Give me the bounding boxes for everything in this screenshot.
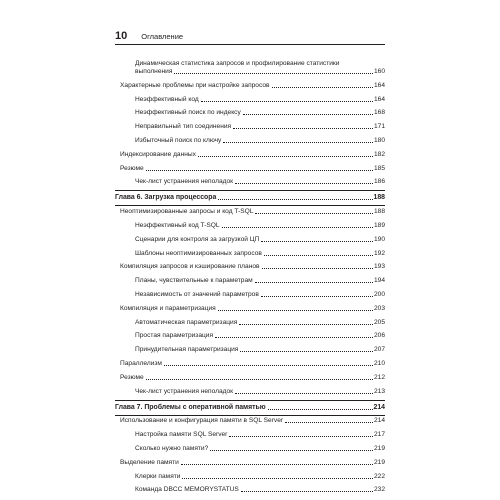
toc-page-number: 171 — [373, 123, 385, 131]
toc-line — [135, 109, 385, 117]
toc-page-number: 189 — [373, 221, 385, 229]
dot-leader — [233, 128, 373, 129]
chapter-rule — [115, 415, 385, 416]
dot-leader — [235, 393, 373, 394]
toc-line — [135, 68, 385, 76]
toc-entry-title: Простая параметризация — [135, 332, 214, 340]
toc-entry — [115, 222, 385, 230]
toc-line — [135, 486, 385, 494]
toc-line — [135, 236, 385, 244]
toc-line — [135, 445, 385, 453]
toc-line — [135, 250, 385, 258]
toc-page-number: 217 — [373, 431, 385, 439]
toc-entry — [115, 263, 385, 271]
dot-leader — [261, 241, 373, 242]
dot-leader — [235, 183, 373, 184]
chapter-rule — [115, 190, 385, 191]
toc-entry-title: Неоптимизированные запросы и код T-SQL — [120, 208, 254, 216]
toc-entry-title: Параллелизм — [120, 359, 162, 367]
toc-entry-title: Резюме — [120, 373, 144, 381]
toc-entry — [115, 250, 385, 258]
dot-leader — [243, 114, 373, 115]
toc-line — [135, 291, 385, 299]
toc-page-number: 192 — [373, 249, 385, 257]
dot-leader — [218, 310, 373, 311]
dot-leader — [218, 199, 372, 200]
toc-entry-title: Шаблоны неоптимизированных запросов — [135, 249, 262, 257]
chapter-rule — [115, 400, 385, 401]
header-rule — [115, 44, 385, 45]
dot-leader — [210, 450, 373, 451]
toc-page-number: 188 — [373, 208, 385, 216]
toc-entry — [115, 236, 385, 244]
toc-entry-title: Неэффективный поиск по индексу — [135, 109, 241, 117]
toc-line — [135, 60, 385, 68]
dot-leader — [146, 170, 373, 171]
toc-entry — [115, 360, 385, 368]
toc-line — [135, 473, 385, 481]
toc-page-number: 186 — [373, 178, 385, 186]
toc-entry-title: Неправильный тип соединения — [135, 123, 232, 131]
toc-chapter — [115, 194, 385, 202]
toc-page-number: 168 — [373, 109, 385, 117]
toc-line — [135, 277, 385, 285]
dot-leader — [201, 101, 373, 102]
toc-page-number: 182 — [373, 150, 385, 158]
toc-chapter — [115, 404, 385, 412]
toc-entry-title: Сколько нужно памяти? — [135, 444, 209, 452]
toc-line — [135, 137, 385, 145]
toc-page-number: 206 — [373, 332, 385, 340]
toc-entry — [115, 431, 385, 439]
dot-leader — [285, 422, 373, 423]
toc-entry-title: Независимость от значений параметров — [135, 290, 259, 298]
toc-page-number: 213 — [373, 387, 385, 395]
toc-entry — [115, 178, 385, 186]
toc-page-number: 185 — [373, 164, 385, 172]
toc-page-number: 203 — [373, 304, 385, 312]
dot-leader — [255, 213, 373, 214]
toc-line — [135, 178, 385, 186]
toc-entry — [115, 319, 385, 327]
toc-entry — [115, 96, 385, 104]
dot-leader — [229, 436, 373, 437]
toc-line — [120, 263, 385, 271]
toc-entry — [115, 417, 385, 425]
toc-entry-title: Чек-лист устранения неполадок — [135, 387, 234, 395]
dot-leader — [222, 227, 373, 228]
dot-leader — [223, 142, 373, 143]
toc-entry — [115, 291, 385, 299]
toc-page-number: 193 — [373, 263, 385, 271]
toc-entry — [115, 82, 385, 90]
toc-entry — [115, 388, 385, 396]
toc-entry — [115, 60, 385, 76]
toc-entry — [115, 374, 385, 382]
toc-entry-title: Резюме — [120, 164, 144, 172]
dot-leader — [146, 379, 373, 380]
toc-entry-title: Избыточный поиск по ключу — [135, 136, 222, 144]
toc-page-number: 200 — [373, 290, 385, 298]
toc-entry — [115, 165, 385, 173]
toc-page-number: 205 — [373, 318, 385, 326]
toc-page-number: 194 — [373, 277, 385, 285]
toc-entry-title: Принудительная параметризация — [135, 346, 239, 354]
toc-entry — [115, 445, 385, 453]
toc-line — [120, 82, 385, 90]
toc-line — [135, 96, 385, 104]
dot-leader — [240, 351, 373, 352]
dot-leader — [241, 491, 373, 492]
toc-entry — [115, 346, 385, 354]
toc-page-number: 164 — [373, 81, 385, 89]
toc-entry — [115, 473, 385, 481]
toc-line — [120, 151, 385, 159]
dot-leader — [272, 87, 373, 88]
toc-line — [120, 417, 385, 425]
toc-entry — [115, 109, 385, 117]
dot-leader — [262, 268, 373, 269]
toc-entry — [115, 486, 385, 494]
dot-leader — [261, 296, 373, 297]
running-header — [115, 30, 183, 44]
toc-entry-title: выполнения — [135, 68, 173, 75]
toc-line — [135, 332, 385, 340]
dot-leader — [255, 282, 373, 283]
toc-line — [120, 165, 385, 173]
toc-line — [115, 194, 385, 202]
toc-entry — [115, 305, 385, 313]
dot-leader — [264, 255, 373, 256]
toc-entry-title: Настройка памяти SQL Server — [135, 431, 228, 439]
dot-leader — [268, 409, 373, 410]
page-number: 10 — [115, 30, 128, 42]
toc-line — [135, 222, 385, 230]
toc-line — [115, 404, 385, 412]
toc-entry-title: Команда DBCC MEMORYSTATUS — [135, 486, 239, 494]
table-of-contents — [115, 60, 385, 494]
toc-entry-title: Планы, чувствительные к параметрам — [135, 277, 253, 285]
toc-entry-title: Чек-лист устранения неполадок — [135, 178, 234, 186]
running-title: Оглавление — [141, 32, 184, 41]
toc-entry — [115, 332, 385, 340]
toc-line — [135, 319, 385, 327]
dot-leader — [198, 156, 373, 157]
toc-entry — [115, 137, 385, 145]
dot-leader — [239, 324, 373, 325]
toc-page-number: 214 — [373, 403, 385, 411]
toc-page-number: 214 — [373, 417, 385, 425]
toc-entry — [115, 208, 385, 216]
toc-entry — [115, 459, 385, 467]
dot-leader — [181, 464, 373, 465]
toc-entry-title: Выделение памяти — [120, 458, 179, 466]
toc-entry-title: Автоматическая параметризация — [135, 318, 238, 326]
toc-entry-title: Неэффективный код — [135, 95, 199, 103]
toc-line — [135, 123, 385, 131]
toc-entry-title: Характерные проблемы при настройке запросов — [120, 81, 270, 89]
toc-line — [135, 431, 385, 439]
toc-page-number: 190 — [373, 235, 385, 243]
toc-entry-title: Динамическая статистика запросов и профилирование статистики — [135, 60, 340, 67]
toc-entry-title: Компиляция и параметризация — [120, 304, 216, 312]
toc-entry — [115, 123, 385, 131]
toc-page-number: 164 — [373, 95, 385, 103]
toc-line — [135, 346, 385, 354]
toc-page-number: 207 — [373, 346, 385, 354]
toc-entry — [115, 277, 385, 285]
toc-page-number: 222 — [373, 472, 385, 480]
dot-leader — [164, 365, 373, 366]
toc-line — [120, 374, 385, 382]
dot-leader — [174, 73, 373, 74]
toc-entry-title: Глава 6. Загрузка процессора — [115, 194, 217, 202]
toc-page-number: 219 — [373, 458, 385, 466]
toc-line — [120, 305, 385, 313]
toc-page-number: 180 — [373, 136, 385, 144]
toc-page-number: 212 — [373, 373, 385, 381]
toc-entry-title: Сценарии для контроля за загрузкой ЦП — [135, 235, 260, 243]
toc-page-number: 188 — [373, 194, 385, 202]
toc-line — [120, 459, 385, 467]
toc-page-number: 210 — [373, 359, 385, 367]
toc-line — [120, 360, 385, 368]
toc-page-number: 160 — [373, 68, 385, 75]
toc-entry — [115, 151, 385, 159]
dot-leader — [215, 337, 373, 338]
chapter-rule — [115, 205, 385, 206]
toc-line — [135, 388, 385, 396]
toc-page-number: 219 — [373, 444, 385, 452]
toc-entry-title: Компиляция запросов и кэширование планов — [120, 263, 260, 271]
toc-line — [120, 208, 385, 216]
dot-leader — [182, 478, 373, 479]
toc-entry-title: Клерки памяти — [135, 472, 181, 480]
toc-entry-title: Неэффективный код T-SQL — [135, 221, 220, 229]
toc-entry-title: Использование и конфигурация памяти в SQL Server — [120, 417, 284, 425]
toc-entry-title: Индексирование данных — [120, 150, 196, 158]
toc-entry-title: Глава 7. Проблемы с оперативной памятью — [115, 403, 266, 411]
toc-page-number: 232 — [373, 486, 385, 494]
